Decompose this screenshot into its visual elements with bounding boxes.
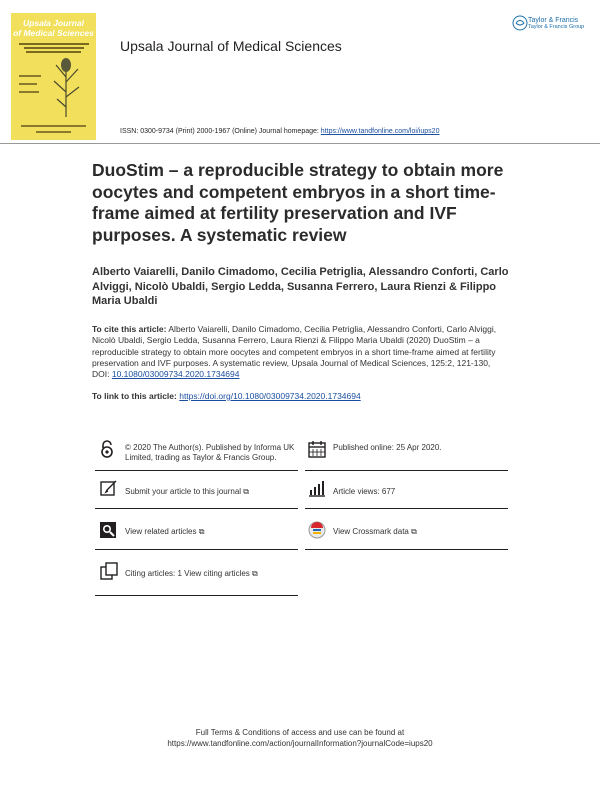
cover-text-line bbox=[21, 125, 86, 127]
license-text: © 2020 The Author(s). Published by Informa UK Limited, trading as Taylor & Francis Group. bbox=[125, 443, 295, 462]
published-date: Published online: 25 Apr 2020. bbox=[333, 443, 442, 452]
footer-terms-url[interactable]: https://www.tandfonline.com/action/journalInformation?journalCode=iups20 bbox=[167, 739, 433, 748]
crossmark-link[interactable] bbox=[333, 527, 417, 537]
external-link-icon: ⧉ bbox=[252, 569, 258, 578]
info-divider bbox=[95, 470, 298, 471]
cover-illustration-icon bbox=[51, 57, 81, 117]
cover-rule bbox=[19, 43, 89, 45]
citation-label: To cite this article: bbox=[92, 324, 167, 334]
citing-articles-icon bbox=[100, 562, 118, 580]
footer-terms-line: Full Terms & Conditions of access and use can be found at bbox=[195, 728, 405, 737]
related-articles-link[interactable] bbox=[125, 527, 204, 537]
cover-text-line bbox=[19, 75, 41, 77]
link-label: To link to this article: bbox=[92, 391, 180, 401]
doi-link[interactable]: 10.1080/03009734.2020.1734694 bbox=[111, 369, 240, 380]
article-authors: Alberto Vaiarelli, Danilo Cimadomo, Cecilia Petriglia, Alessandro Conforti, Carlo Alviggi, Nicolò Ubaldi, Sergio Ledda, Susanna Ferrero, Laura Rienzi & Filippo Maria Ubaldi bbox=[92, 266, 509, 307]
bar-chart-icon bbox=[308, 479, 326, 497]
journal-homepage-link[interactable]: https://www.tandfonline.com/loi/iups20 bbox=[320, 128, 440, 135]
cover-text-line bbox=[19, 91, 39, 93]
external-link-icon: ⧉ bbox=[198, 527, 205, 536]
publisher-logo-text bbox=[528, 17, 584, 31]
crossmark-icon bbox=[308, 521, 326, 539]
issn-text: ISSN: 0300-9734 (Print) 2000-1967 (Online) Journal homepage: bbox=[120, 128, 321, 135]
cover-title-line1: Upsala Journal bbox=[23, 18, 84, 28]
header-divider bbox=[0, 143, 600, 144]
info-divider bbox=[305, 549, 508, 550]
info-divider bbox=[95, 595, 298, 596]
cover-title-line2: of Medical Sciences bbox=[13, 28, 94, 38]
taylor-francis-logo-icon bbox=[512, 15, 528, 31]
calendar-icon bbox=[308, 440, 326, 458]
footer bbox=[0, 727, 600, 749]
citation-block bbox=[92, 324, 497, 380]
publisher-name: Taylor & Francis bbox=[528, 17, 579, 24]
publisher-group: Taylor & Francis Group bbox=[528, 24, 585, 30]
info-divider bbox=[95, 549, 298, 550]
edit-submit-icon bbox=[100, 479, 118, 497]
article-views: Article views: 677 bbox=[333, 487, 396, 496]
related-articles-text: View related articles bbox=[125, 527, 197, 536]
journal-cover-image bbox=[11, 13, 96, 140]
cover-text-line bbox=[36, 131, 71, 133]
external-link-icon: ⧉ bbox=[411, 527, 417, 536]
info-divider bbox=[95, 508, 298, 509]
cover-text-line bbox=[19, 83, 37, 85]
article-doi-link[interactable]: https://doi.org/10.1080/03009734.2020.1734694 bbox=[179, 391, 361, 401]
article-title: DuoStim – a reproducible strategy to obtain more oocytes and competent embryos in a short time-frame aimed at fertility preservation and IVF purposes. A systematic review bbox=[92, 160, 504, 245]
citing-articles-text: Citing articles: 1 View citing articles bbox=[125, 569, 250, 578]
cover-rule bbox=[24, 47, 84, 49]
external-link-icon: ⧉ bbox=[243, 487, 250, 496]
submit-article-link[interactable] bbox=[125, 487, 249, 497]
article-link-block bbox=[92, 391, 361, 401]
citation-text: Alberto Vaiarelli, Danilo Cimadomo, Cecilia Petriglia, Alessandro Conforti, Carlo Alviggi, Nicolò Ubaldi, Sergio Ledda, Susanna Ferrero, Laura Rienzi & Filippo Maria Ubaldi (2020) DuoStim – a reproducible strategy to obtain more oocytes and competent embryos in a short time-frame aimed at fertility preservation and IVF purposes. A systematic review, Upsala Journal of Medical Sciences, 125:2, 121-130, DOI: bbox=[92, 324, 497, 380]
info-divider bbox=[305, 508, 508, 509]
citing-articles-link[interactable] bbox=[125, 569, 258, 579]
journal-title: Upsala Journal of Medical Sciences bbox=[120, 38, 342, 54]
crossmark-text: View Crossmark data bbox=[333, 527, 409, 536]
info-divider bbox=[305, 470, 508, 471]
submit-article-text: Submit your article to this journal bbox=[125, 487, 242, 496]
open-access-icon bbox=[98, 440, 116, 458]
issn-line bbox=[120, 128, 439, 135]
cover-rule bbox=[26, 51, 81, 53]
related-articles-icon bbox=[99, 521, 117, 539]
